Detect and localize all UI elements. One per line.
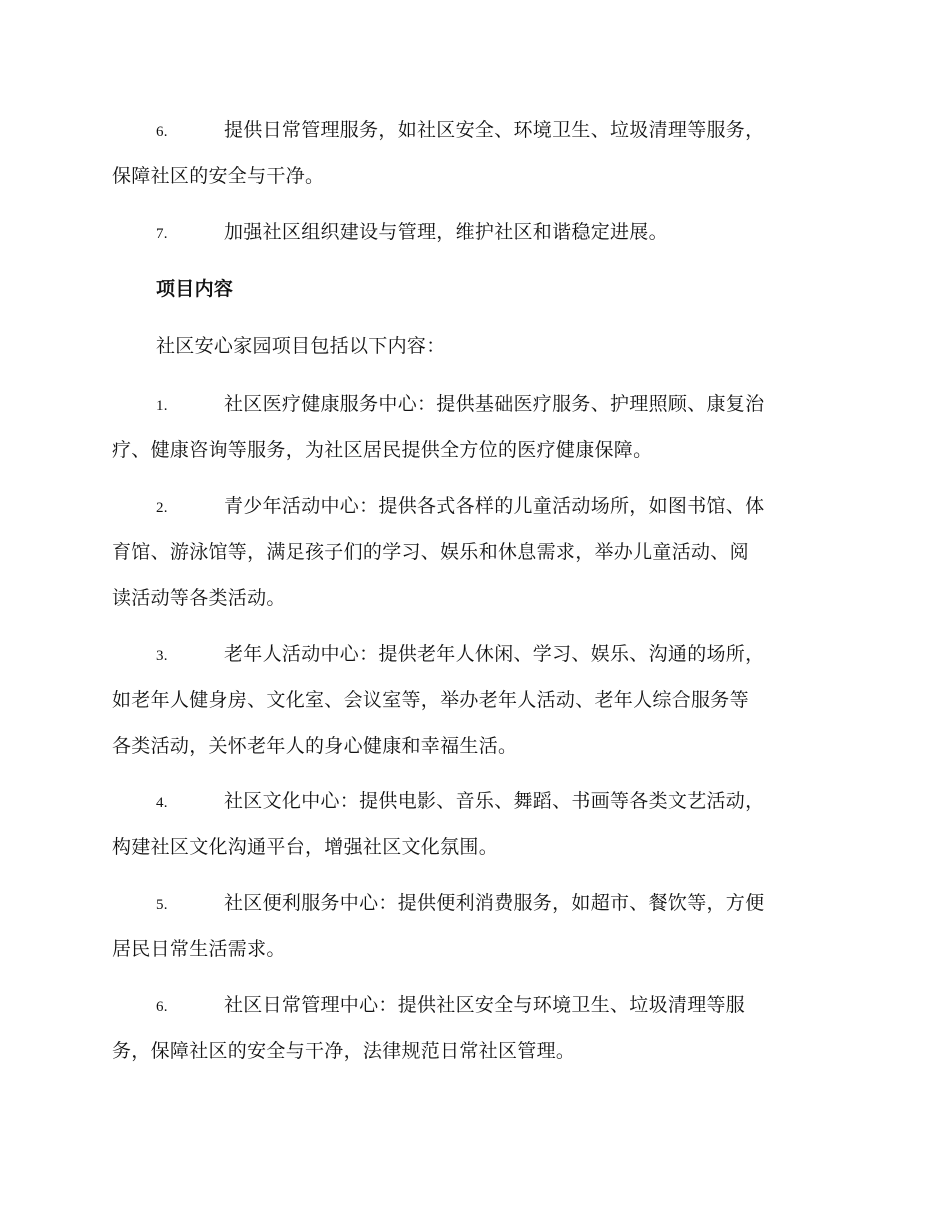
item-text: 保障社区的安全与干净。 (112, 165, 325, 187)
intro-paragraph: 社区安心家园项目包括以下内容： (156, 335, 446, 357)
list-item (112, 778, 834, 870)
item-text: 育馆、游泳馆等，满足孩子们的学习、娱乐和休息需求，举办儿童活动、阅 (112, 541, 749, 563)
list-item (112, 982, 834, 1074)
item-text: 务，保障社区的安全与干净，法律规范日常社区管理。 (112, 1040, 576, 1062)
item-number: 2. (156, 500, 168, 516)
item-number: 5. (156, 897, 168, 913)
item-text: 青少年活动中心：提供各式各样的儿童活动场所，如图书馆、体 (224, 495, 765, 517)
item-text: 读活动等各类活动。 (112, 587, 286, 609)
item-text: 社区日常管理中心：提供社区安全与环境卫生、垃圾清理等服 (224, 994, 746, 1016)
item-text: 提供日常管理服务，如社区安全、环境卫生、垃圾清理等服务， (224, 119, 765, 141)
item-text: 老年人活动中心：提供老年人休闲、学习、娱乐、沟通的场所， (224, 643, 765, 665)
item-text: 如老年人健身房、文化室、会议室等，举办老年人活动、老年人综合服务等 (112, 689, 749, 711)
item-text: 居民日常生活需求。 (112, 938, 286, 960)
item-text: 疗、健康咨询等服务，为社区居民提供全方位的医疗健康保障。 (112, 439, 653, 461)
list-item (112, 107, 834, 199)
item-text: 社区便利服务中心：提供便利消费服务，如超市、餐饮等，方便 (224, 892, 765, 914)
item-text: 社区医疗健康服务中心：提供基础医疗服务、护理照顾、康复治 (224, 393, 765, 415)
list-item (112, 631, 834, 769)
list-item (112, 483, 834, 621)
item-number: 6. (156, 999, 168, 1015)
list-item (112, 381, 834, 473)
item-text: 各类活动，关怀老年人的身心健康和幸福生活。 (112, 735, 518, 757)
item-number: 6. (156, 124, 168, 140)
section-heading: 项目内容 (156, 278, 234, 300)
item-number: 3. (156, 648, 168, 664)
item-number: 7. (156, 226, 168, 242)
item-text: 社区文化中心：提供电影、音乐、舞蹈、书画等各类文艺活动， (224, 790, 765, 812)
list-item (112, 209, 834, 255)
item-text: 构建社区文化沟通平台，增强社区文化氛围。 (112, 836, 499, 858)
item-number: 1. (156, 398, 168, 414)
list-item (112, 880, 834, 972)
item-number: 4. (156, 795, 168, 811)
item-text: 加强社区组织建设与管理，维护社区和谐稳定进展。 (224, 221, 668, 243)
